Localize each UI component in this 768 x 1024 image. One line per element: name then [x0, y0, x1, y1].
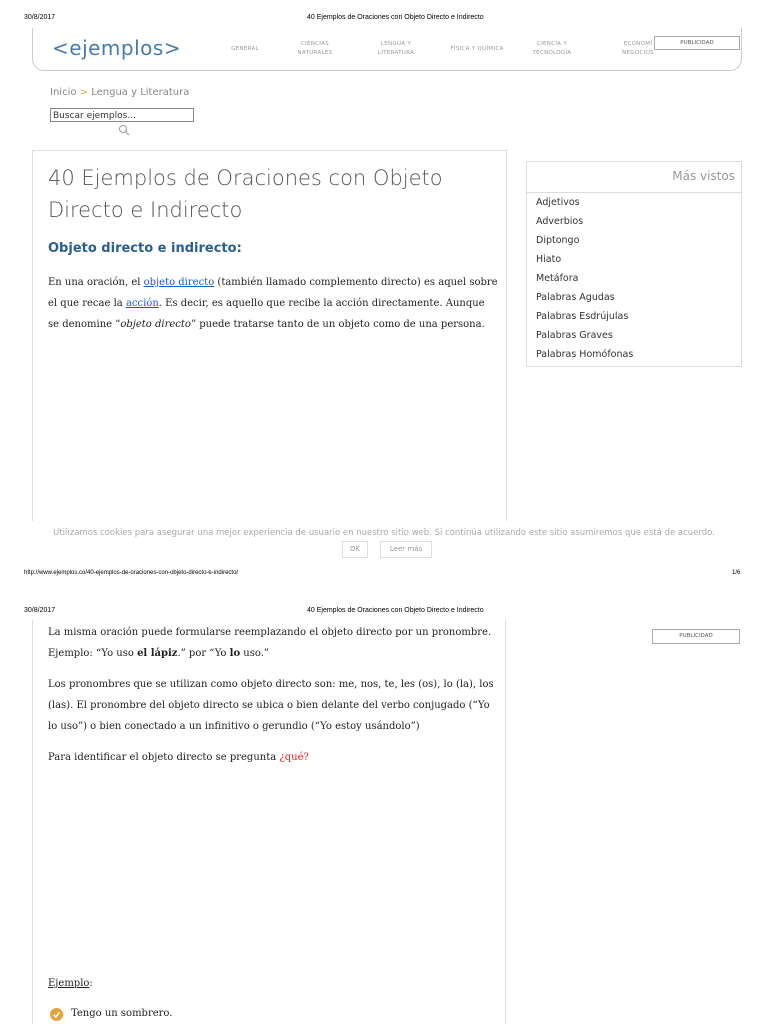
ad-label-2: PUBLICIDAD	[652, 629, 740, 644]
nav-item-economia-negocios[interactable]: ECONOMÍ NEGOCIOS	[622, 41, 654, 56]
print-doc-title-2: 40 Ejemplos de Oraciones con Objeto Directo e Indirecto	[307, 607, 484, 614]
example-item: Tengo un sombrero.	[71, 1008, 173, 1019]
sidebar-item[interactable]: Palabras Esdrújulas	[536, 311, 629, 322]
example-label: Ejemplo:	[48, 978, 93, 989]
print-date: 30/8/2017	[24, 14, 56, 21]
breadcrumb-home[interactable]: Inicio	[50, 87, 77, 98]
sidebar-most-viewed	[526, 161, 742, 367]
sidebar-item[interactable]: Palabras Homófonas	[536, 349, 634, 360]
identify-question-paragraph: Para identificar el objeto directo se pregunta ¿qué?	[48, 752, 309, 763]
check-icon	[50, 1008, 63, 1021]
sidebar-title: Más vistos	[672, 169, 735, 183]
pronoun-paragraph: La misma oración puede formularse reemplazando el objeto directo por un pronombre. Ejemplo: “Yo uso el lápiz.” por “Yo lo uso.”	[48, 627, 492, 659]
sidebar-item[interactable]: Metáfora	[536, 273, 579, 284]
article-paragraph: En una oración, el objeto directo (también llamado complemento directo) es aquel sobre el que recae la acción. Es decir, es aquello que recibe la acción directamente. Aunque se denomine “objeto directo” puede tratarse tanto de un objeto como de una persona.	[48, 277, 498, 330]
article-subtitle: Objeto directo e indirecto:	[48, 241, 242, 256]
cookie-ok-button[interactable]: OK	[342, 541, 368, 558]
article-border-right	[505, 620, 506, 1024]
sidebar-item[interactable]: Adjetivos	[536, 197, 580, 208]
nav-item-general[interactable]: GENERAL	[231, 46, 259, 52]
sidebar-item[interactable]: Diptongo	[536, 235, 580, 246]
print-doc-title: 40 Ejemplos de Oraciones con Objeto Directo e Indirecto	[307, 14, 484, 21]
article-border-left	[32, 620, 33, 1024]
nav-item-lengua-literatura[interactable]: LENGUA Y LITERATURA	[377, 41, 415, 56]
nav-item-ciencia-tecnologia[interactable]: CIENCIA Y TECNOLOGÍA	[532, 41, 572, 56]
breadcrumb-separator: >	[79, 87, 89, 98]
print-page-number: 1/6	[732, 570, 741, 576]
nav-item-ciencias-naturales[interactable]: CIENCIAS NATURALES	[297, 41, 333, 56]
cookie-more-button[interactable]: Leer más	[380, 541, 432, 558]
sidebar-item[interactable]: Palabras Agudas	[536, 292, 615, 303]
pronouns-list-paragraph: Los pronombres que se utilizan como objeto directo son: me, nos, te, les (os), lo (la), los (las). El pronombre del objeto directo se ubica o bien delante del verbo conjugado (“Yo lo uso”) o bien conectado a un infinitivo o gerundio (“Yo estoy usándolo”)	[48, 679, 494, 732]
search-icon[interactable]	[118, 124, 130, 136]
print-url: http://www.ejemplos.co/40-ejemplos-de-oraciones-con-objeto-directo-e-indirecto/	[24, 570, 239, 576]
sidebar-item[interactable]: Palabras Graves	[536, 330, 613, 341]
breadcrumb	[50, 87, 189, 98]
page-title: 40 Ejemplos de Oraciones con Objeto Directo e Indirecto	[48, 166, 443, 222]
breadcrumb-section[interactable]: Lengua y Literatura	[91, 87, 190, 98]
nav-item-fisica-quimica[interactable]: FÍSICA Y QUÍMICA	[450, 46, 504, 52]
sidebar-item[interactable]: Adverbios	[536, 216, 584, 227]
accion-link[interactable]: acción	[125, 298, 159, 309]
site-logo[interactable]: <ejemplos>	[52, 36, 182, 60]
objeto-directo-link[interactable]: objeto directo	[143, 277, 215, 288]
cookie-notice: Utilizamos cookies para asegurar una mejor experiencia de usuario en nuestro sitio web. Si continúa utilizando este sitio asumiremos que está de acuerdo.	[53, 528, 715, 538]
sidebar-item[interactable]: Hiato	[536, 254, 562, 265]
question-word: ¿qué?	[279, 752, 309, 763]
print-date-2: 30/8/2017	[24, 607, 56, 614]
sidebar-list	[527, 192, 741, 364]
ad-label: PUBLICIDAD	[654, 36, 740, 50]
search-input[interactable]: Buscar ejemplos...	[50, 108, 194, 122]
